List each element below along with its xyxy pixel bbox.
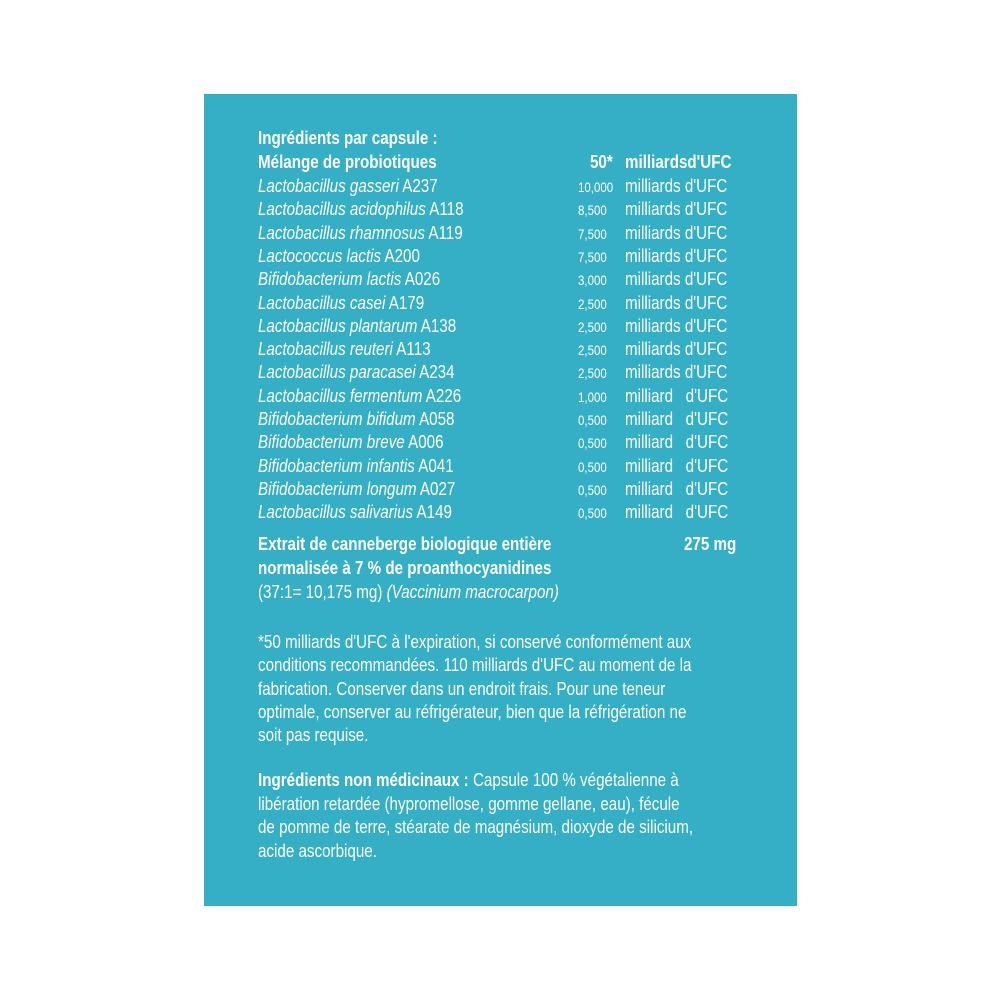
- strain-name: [258, 454, 454, 477]
- strain-species: gasseri: [349, 175, 399, 196]
- strain-amount: 2,500: [578, 295, 607, 312]
- strain-genus: Lactobacillus: [258, 314, 346, 336]
- strain-name: [258, 244, 420, 267]
- cranberry-amount: 275 mg: [684, 533, 737, 554]
- strain-code: A041: [418, 454, 454, 476]
- strain-code: A113: [396, 338, 431, 360]
- strain-code: A179: [388, 291, 425, 313]
- strain-name: [258, 197, 464, 220]
- strain-species: lactis: [366, 268, 402, 290]
- strain-unit: milliard d'UFC: [625, 408, 729, 429]
- strain-genus: Lactobacillus: [258, 175, 346, 196]
- non-medicinal-line: de pomme de terre, stéarate de magnésium, dioxyde de silicium,: [258, 816, 694, 838]
- non-medicinal-line-1: [258, 768, 679, 791]
- strain-amount: 0,500: [578, 412, 607, 428]
- strain-genus: Lactobacillus: [258, 198, 346, 220]
- strain-unit: milliards d'UFC: [625, 314, 728, 336]
- strain-code: A149: [416, 501, 452, 523]
- strain-name: [258, 267, 440, 290]
- non-medicinal-label: Ingrédients non médicinaux :: [258, 769, 469, 790]
- strain-amount: 2,500: [578, 318, 607, 335]
- strain-code: A119: [428, 221, 463, 243]
- strain-name: [258, 314, 456, 337]
- strain-name: [258, 384, 461, 407]
- blend-label: Mélange de probiotiques: [258, 151, 437, 172]
- strain-genus: Lactococcus: [258, 244, 343, 266]
- strain-unit: milliards d'UFC: [625, 175, 728, 196]
- strain-species: lactis: [346, 244, 382, 266]
- strain-code: A237: [402, 175, 438, 196]
- strain-amount: 0,500: [578, 505, 607, 522]
- strain-amount: 7,500: [578, 248, 607, 265]
- strain-name: [258, 500, 452, 523]
- strain-species: reuteri: [349, 338, 393, 360]
- footnote-line: *50 milliards d'UFC à l'expiration, si conservé conformément aux: [258, 631, 692, 652]
- strain-code: A234: [419, 361, 455, 383]
- strain-species: breve: [366, 431, 405, 453]
- blend-amount: 50*: [590, 151, 613, 172]
- strain-code: A058: [419, 408, 455, 429]
- strain-unit: milliard d'UFC: [625, 477, 729, 499]
- non-medicinal-line: libération retardée (hypromellose, gomme gellane, eau), fécule: [258, 793, 680, 814]
- strain-amount: 10,000: [578, 179, 614, 195]
- strain-name: [258, 430, 444, 453]
- strain-genus: Lactobacillus: [258, 384, 346, 406]
- strain-unit: milliards d'UFC: [625, 291, 728, 313]
- strain-name: [258, 291, 424, 314]
- strain-genus: Bifidobacterium: [258, 477, 363, 499]
- strain-species: casei: [349, 291, 386, 313]
- strain-name: [258, 221, 463, 244]
- strain-code: A026: [404, 268, 441, 290]
- strain-amount: 2,500: [578, 342, 607, 359]
- strain-amount: 7,500: [578, 225, 607, 242]
- strain-amount: 8,500: [578, 202, 607, 219]
- strain-amount: 1,000: [578, 388, 607, 405]
- strain-species: acidophilus: [349, 198, 426, 220]
- non-medicinal-line: acide ascorbique.: [258, 839, 377, 861]
- strain-amount: 0,500: [578, 435, 607, 452]
- strain-species: rhamnosus: [349, 221, 425, 243]
- strain-unit: milliards d'UFC: [625, 361, 728, 383]
- cranberry-ratio: (37:1= 10,175 mg): [258, 581, 383, 602]
- strain-unit: milliard d'UFC: [625, 501, 729, 523]
- strain-code: A027: [419, 477, 456, 499]
- strain-code: A118: [429, 198, 464, 220]
- strain-unit: milliard d'UFC: [625, 431, 729, 453]
- strain-genus: Bifidobacterium: [258, 408, 363, 429]
- strain-amount: 3,000: [578, 272, 607, 289]
- cranberry-line-3: [258, 580, 559, 603]
- strain-genus: Bifidobacterium: [258, 268, 363, 290]
- non-medicinal-text-1: Capsule 100 % végétalienne à: [472, 769, 679, 790]
- footnote-line: soit pas requise.: [258, 724, 369, 746]
- cranberry-line-1: Extrait de canneberge biologique entière: [258, 533, 552, 554]
- cranberry-latin-name: (Vaccinium macrocarpon): [386, 581, 559, 602]
- strain-unit: milliards d'UFC: [625, 338, 728, 360]
- strain-amount: 2,500: [578, 365, 607, 382]
- strain-species: fermentum: [349, 384, 423, 406]
- strain-unit: milliard d'UFC: [625, 384, 729, 406]
- strain-unit: milliards d'UFC: [625, 244, 728, 266]
- ingredients-heading: Ingrédients par capsule :: [258, 127, 438, 148]
- strain-name: [258, 360, 455, 383]
- strain-genus: Lactobacillus: [258, 361, 346, 383]
- footnote-line: fabrication. Conserver dans un endroit frais. Pour une teneur: [258, 677, 666, 699]
- strain-species: salivarius: [349, 501, 414, 523]
- strain-species: bifidum: [366, 408, 416, 429]
- strain-genus: Lactobacillus: [258, 221, 346, 243]
- strain-name: [258, 477, 455, 500]
- strain-genus: Lactobacillus: [258, 291, 346, 313]
- strain-code: A138: [420, 314, 457, 336]
- blend-unit: milliardsd'UFC: [625, 151, 732, 172]
- strain-code: A226: [425, 384, 462, 406]
- strain-unit: milliards d'UFC: [625, 221, 728, 243]
- strain-amount: 0,500: [578, 458, 607, 475]
- cranberry-line-2: normalisée à 7 % de proanthocyanidines: [258, 557, 552, 578]
- strain-genus: Lactobacillus: [258, 338, 346, 360]
- strain-species: plantarum: [349, 314, 418, 336]
- strain-name: [258, 174, 438, 197]
- strain-unit: milliards d'UFC: [625, 268, 728, 290]
- strain-genus: Bifidobacterium: [258, 454, 363, 476]
- strain-unit: milliards d'UFC: [625, 198, 728, 220]
- strain-code: A200: [384, 244, 420, 266]
- strain-name: [258, 407, 455, 430]
- footnote-line: conditions recommandées. 110 milliards d'UFC au moment de la: [258, 654, 692, 676]
- footnote-line: optimale, conserver au réfrigérateur, bien que la réfrigération ne: [258, 700, 687, 722]
- strain-amount: 0,500: [578, 481, 607, 498]
- strain-name: [258, 337, 431, 360]
- strain-species: longum: [366, 477, 417, 499]
- strain-code: A006: [408, 431, 444, 453]
- strain-genus: Lactobacillus: [258, 501, 346, 523]
- strain-species: infantis: [366, 454, 415, 476]
- strain-species: paracasei: [349, 361, 416, 383]
- strain-genus: Bifidobacterium: [258, 431, 363, 453]
- strain-unit: milliard d'UFC: [625, 454, 729, 476]
